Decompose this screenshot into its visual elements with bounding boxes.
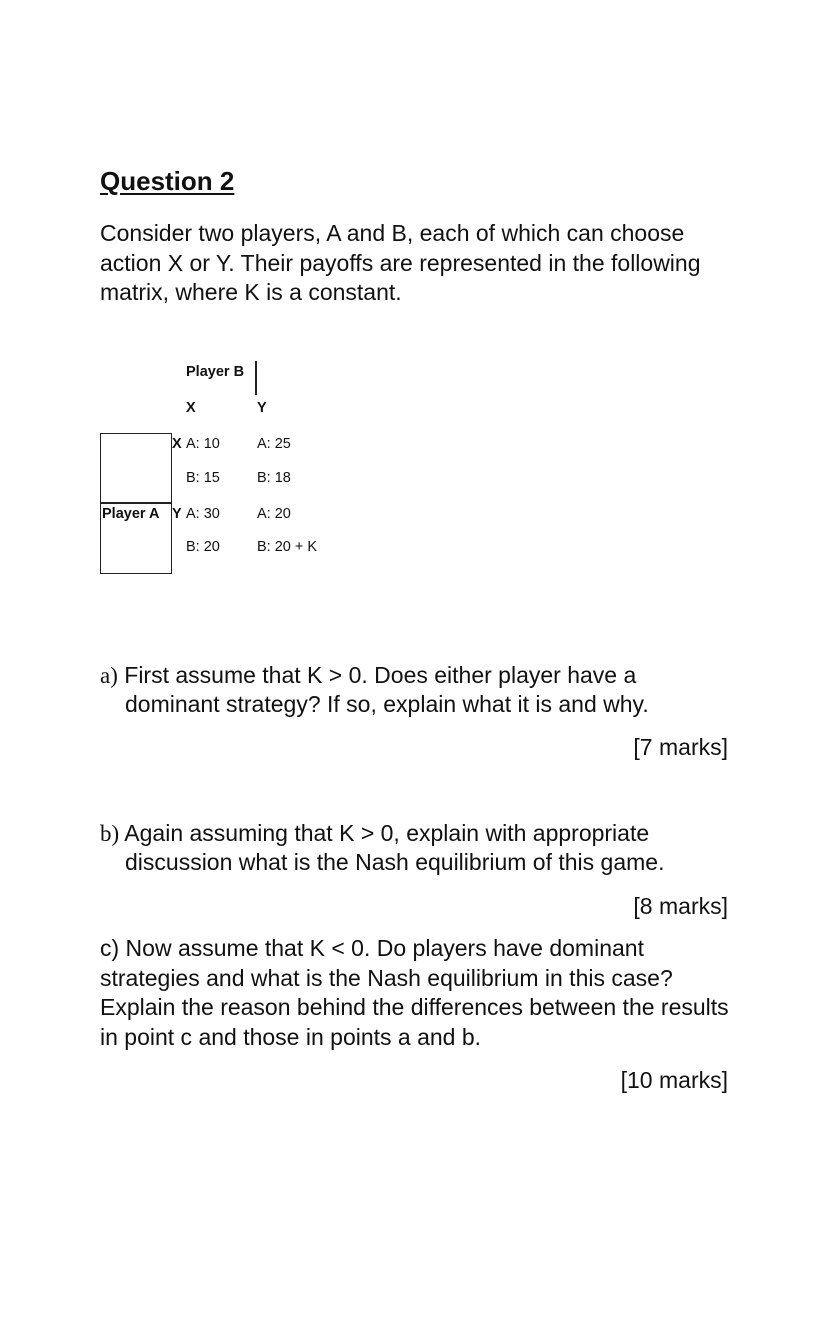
cell-yy-payoff-a: A: 20 [257, 506, 291, 522]
column-x-header: X [186, 400, 196, 416]
part-a-marks: [7 marks] [633, 734, 728, 760]
part-b-letter: b) [100, 821, 120, 846]
row-x-header: X [172, 436, 182, 452]
row-y-header: Y [172, 506, 182, 522]
part-b-line-1 [100, 819, 649, 849]
part-a-text-2: dominant strategy? If so, explain what it is and why. [125, 691, 649, 717]
part-a-letter: a) [100, 663, 118, 688]
cell-xx-payoff-a: A: 10 [186, 436, 220, 452]
player-a-label: Player A [102, 506, 160, 522]
cell-xy-payoff-b: B: 18 [257, 470, 291, 486]
question-title: Question 2 [100, 166, 235, 196]
part-c-marks: [10 marks] [620, 1067, 728, 1093]
cell-xx-payoff-b: B: 15 [186, 470, 220, 486]
column-y-header: Y [257, 400, 267, 416]
part-c-text: c) Now assume that K < 0. Do players have dominant strategies and what is the Nash equilibrium in this case? Explain the reason behind the differences between the results in point c and those in points a and b. [100, 935, 729, 1050]
question-intro: Consider two players, A and B, each of which can choose action X or Y. Their payoffs are represented in the following matrix, where K is a constant. [100, 220, 701, 305]
cell-xy-payoff-a: A: 25 [257, 436, 291, 452]
player-b-label: Player B [186, 364, 245, 380]
part-b-text-1: Again assuming that K > 0, explain with appropriate [124, 820, 650, 846]
part-a-line-1 [100, 661, 636, 691]
part-b-text-2: discussion what is the Nash equilibrium of this game. [125, 849, 665, 875]
player-b-divider [255, 361, 257, 395]
cell-yx-payoff-a: A: 30 [186, 506, 220, 522]
cell-yx-payoff-b: B: 20 [186, 539, 220, 555]
part-b-marks: [8 marks] [633, 893, 728, 919]
row-x-box [100, 433, 172, 504]
part-a-text-1: First assume that K > 0. Does either player have a [124, 662, 637, 688]
cell-yy-payoff-b: B: 20 + K [257, 539, 318, 555]
